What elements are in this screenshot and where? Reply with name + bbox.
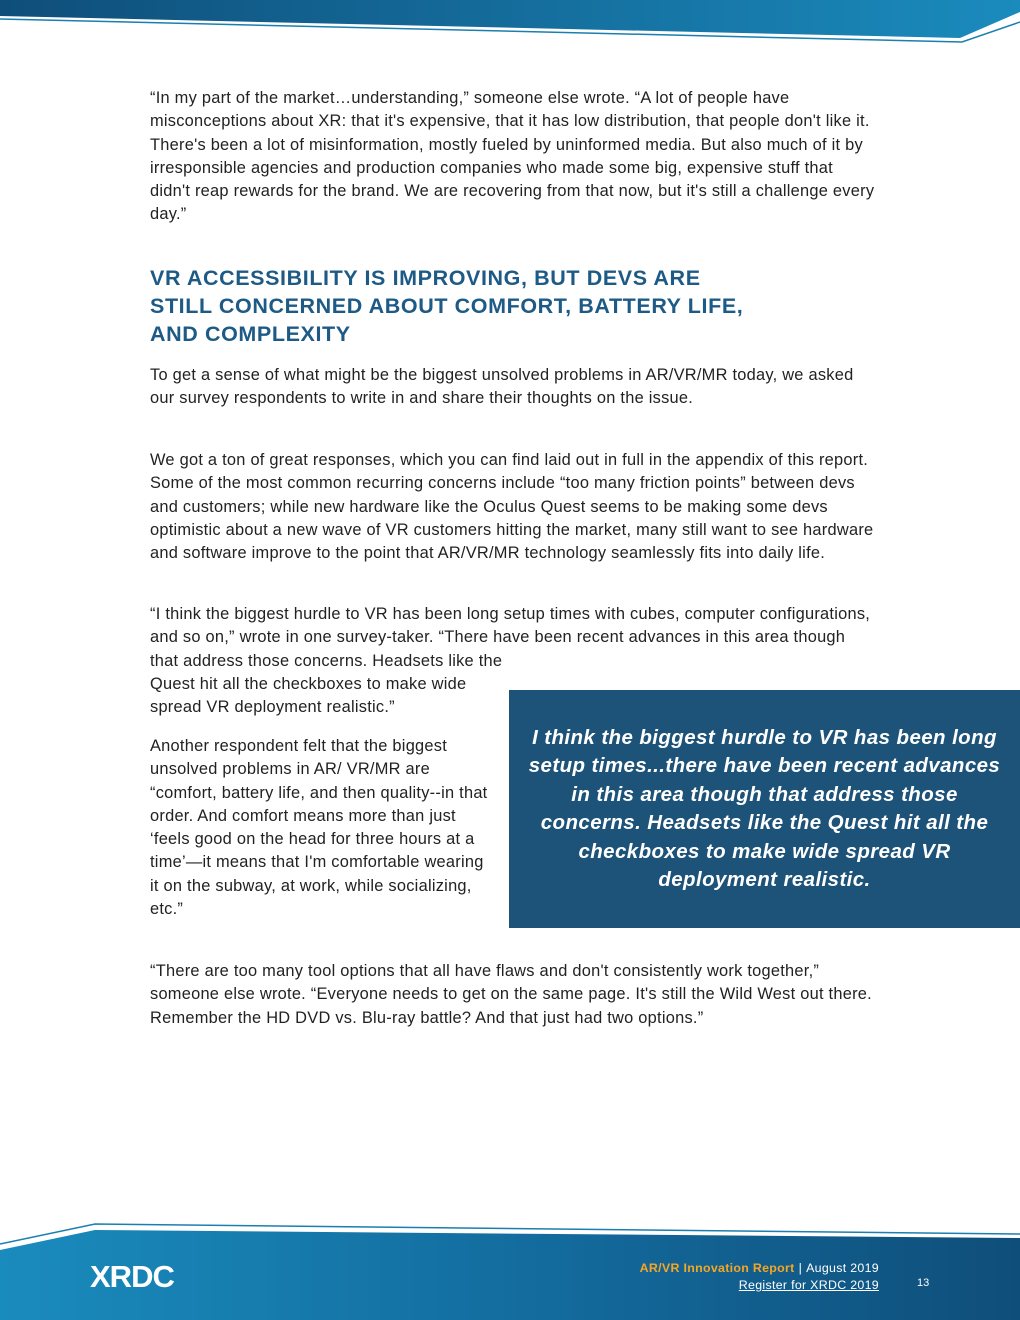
intro-paragraph <box>150 87 875 227</box>
report-name: AR/VR Innovation Report <box>639 1261 795 1275</box>
paragraph-text: Another respondent felt that the biggest unsolved problems in AR/ VR/MR are “comfort, battery life, and then quality--in that order. And comfort means more than just ‘feels good on the head for three hours at a time’—it means that I'm comfortable wearing it on the subway, at work, while socializing, etc.” <box>150 737 488 919</box>
paragraph-text: We got a ton of great responses, which you can find laid out in full in the appendix of this report. Some of the most common recurring concerns include “too many friction points” between devs and customers; while new hardware like the Oculus Quest seems to be making some devs optimistic about a new wave of VR customers hitting the market, many still want to see hardware and software improve to the point that AR/VR/MR technology seamlessly fits into daily life. <box>150 451 874 563</box>
page-number: 13 <box>917 1277 930 1289</box>
intro-paragraph-text: “In my part of the market…understanding,” someone else wrote. “A lot of people have misconceptions about XR: that it's expensive, that it has low distribution, that people don't like it. There's been a lot of misinformation, mostly fueled by uninformed media. But also much of it by irresponsible agencies and production companies who made some big, expensive stuff that didn't reap rewards for the brand. We are recovering from that now, but it's still a challenge every day.” <box>150 89 875 224</box>
heading-line: AND COMPLEXITY <box>150 322 351 346</box>
paragraph-text: To get a sense of what might be the biggest unsolved problems in AR/VR/MR today, we asked our survey respondents to write in and share their thoughts on the issue. <box>150 366 854 408</box>
paragraph-tools-quote <box>150 960 875 1030</box>
logo-text: XRDC <box>90 1260 174 1292</box>
paragraph-text: “There are too many tool options that all have flaws and don't consistently work together,” someone else wrote. “Everyone needs to get on the same page. It's still the Wild West out there. Remember the HD DVD vs. Blu-ray battle? And that just had two options.” <box>150 962 872 1027</box>
footer-report-line <box>640 1260 879 1277</box>
paragraph-responses <box>150 449 875 565</box>
paragraph-survey-intro <box>150 364 875 411</box>
heading-line: STILL CONCERNED ABOUT COMFORT, BATTERY LIFE, <box>150 294 744 318</box>
xrdc-logo[interactable] <box>90 1260 192 1292</box>
section-heading <box>150 264 850 348</box>
paragraph-comfort-quote <box>150 735 490 921</box>
heading-line: VR ACCESSIBILITY IS IMPROVING, BUT DEVS ARE <box>150 266 701 290</box>
report-date: August 2019 <box>806 1261 879 1275</box>
paragraph-text-wrapped: Quest hit all the checkboxes to make wide spread VR deployment realistic.” <box>150 674 467 717</box>
footer-info <box>640 1260 879 1294</box>
pull-quote-box <box>509 690 1020 928</box>
footer-separator: | <box>798 1261 803 1275</box>
paragraph-text: “I think the biggest hurdle to VR has been long setup times with cubes, computer configurations, and so on,” wrote in one survey-taker. “There have been recent advances in this area though that address those concerns. Headsets like the <box>150 605 871 670</box>
register-link[interactable]: Register for XRDC 2019 <box>738 1278 879 1292</box>
pull-quote-text: I think the biggest hurdle to VR has been long setup times...there have been recent advances in this area though that address those concerns. Headsets like the Quest hit all the checkboxes to make wide spread VR deployment realistic. <box>528 725 1001 891</box>
header-band <box>0 0 1020 50</box>
